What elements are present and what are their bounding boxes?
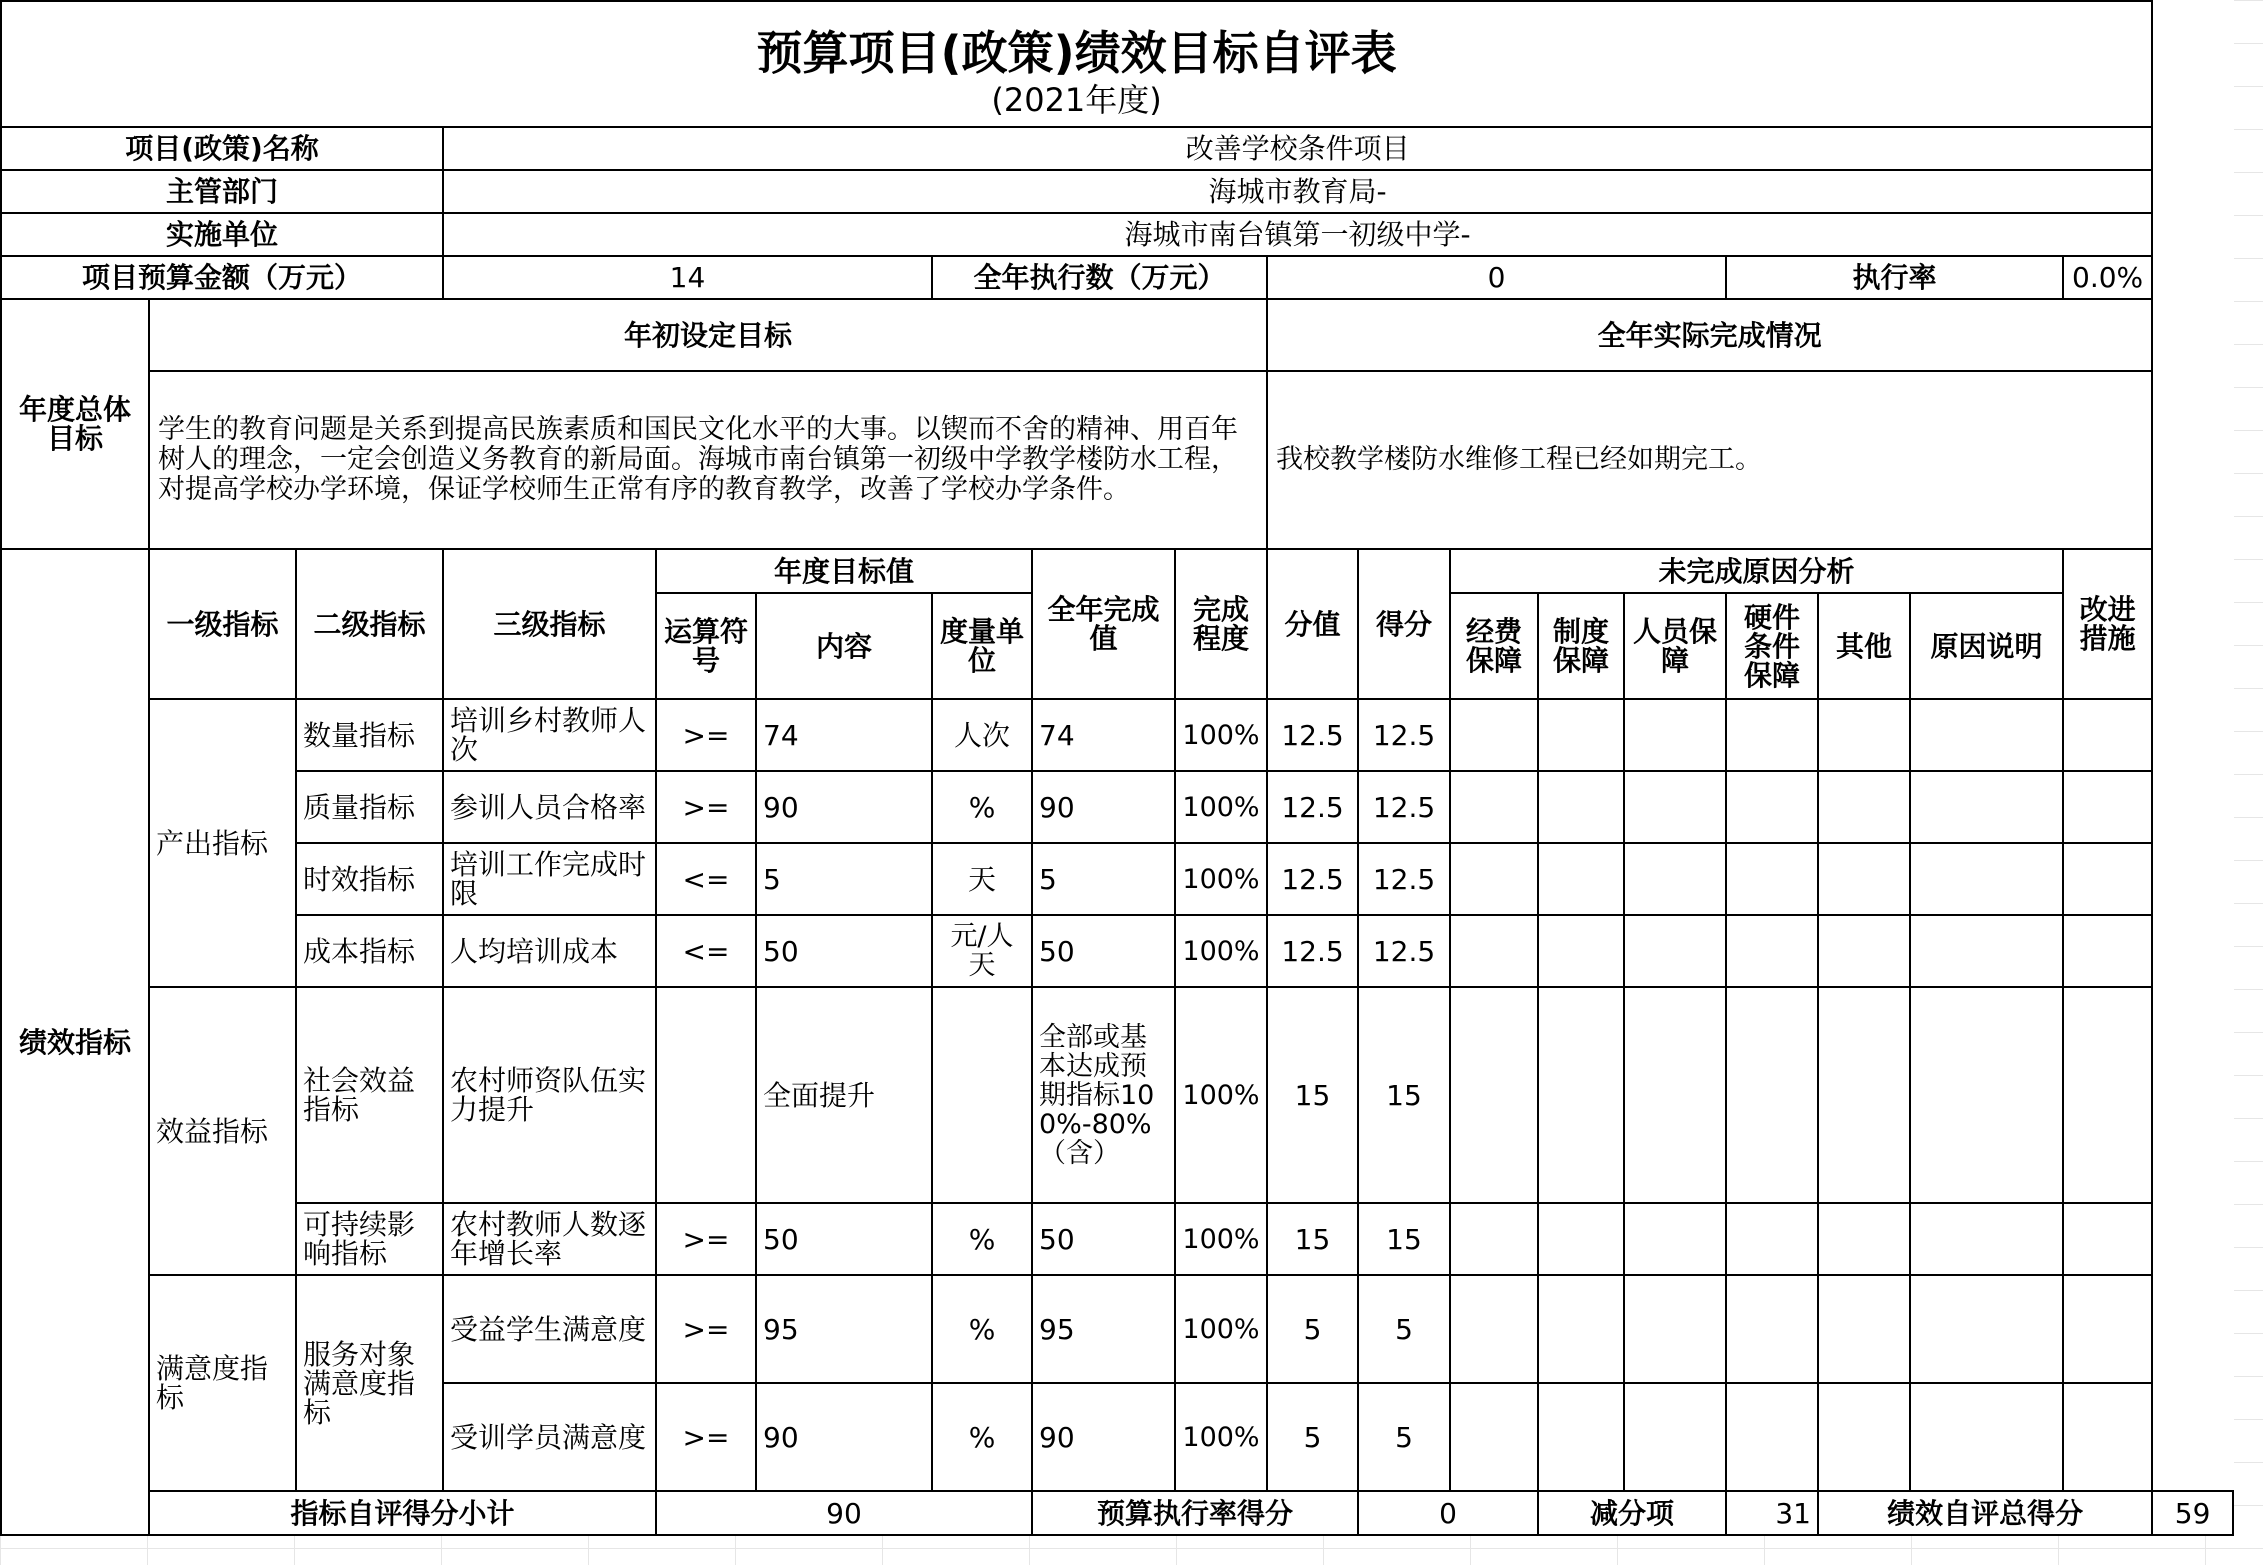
- actual-status-header: 全年实际完成情况: [1267, 299, 2152, 371]
- empty-cell: [1450, 987, 1538, 1203]
- annual-goal-label: 年度总体目标: [1, 299, 149, 549]
- degree-cell: 100%: [1175, 1203, 1267, 1275]
- degree-cell: 100%: [1175, 915, 1267, 987]
- table-row: [1, 1203, 2233, 1275]
- level3-header: 三级指标: [443, 549, 656, 699]
- unit-cell: 天: [932, 843, 1032, 915]
- degree-header: 完成程度: [1175, 549, 1267, 699]
- empty-cell: [1624, 771, 1726, 843]
- op-cell: <=: [656, 915, 756, 987]
- unit-cell: %: [932, 1275, 1032, 1383]
- empty-cell: [1450, 915, 1538, 987]
- rate-value: 0.0%: [2063, 256, 2152, 299]
- level2-cell: 社会效益指标: [296, 987, 443, 1203]
- level3-cell: 农村教师人数逐年增长率: [443, 1203, 656, 1275]
- empty-cell: [2063, 1203, 2152, 1275]
- empty-cell: [1910, 843, 2063, 915]
- empty-cell: [1538, 771, 1624, 843]
- got-cell: 12.5: [1358, 771, 1450, 843]
- level2-cell: 成本指标: [296, 915, 443, 987]
- content-cell: 74: [756, 699, 932, 771]
- empty-cell: [1818, 915, 1910, 987]
- empty-cell: [1818, 843, 1910, 915]
- got-header: 得分: [1358, 549, 1450, 699]
- empty-cell: [1450, 1203, 1538, 1275]
- exec-value: 0: [1267, 256, 1726, 299]
- total-label: 绩效自评总得分: [1818, 1491, 2152, 1535]
- level3-cell: 农村师资队伍实力提升: [443, 987, 656, 1203]
- empty-cell: [2063, 843, 2152, 915]
- deduct-value: 31: [1726, 1491, 1818, 1535]
- actual-cell: 90: [1032, 1383, 1175, 1491]
- degree-cell: 100%: [1175, 987, 1267, 1203]
- empty-cell: [2063, 1383, 2152, 1491]
- got-cell: 12.5: [1358, 699, 1450, 771]
- level2-header: 二级指标: [296, 549, 443, 699]
- score-header: 分值: [1267, 549, 1358, 699]
- actual-cell: 50: [1032, 1203, 1175, 1275]
- content-cell: 50: [756, 1203, 932, 1275]
- empty-cell: [1450, 699, 1538, 771]
- unit-cell: 人次: [932, 699, 1032, 771]
- budget-value: 14: [443, 256, 932, 299]
- level3-cell: 受训学员满意度: [443, 1383, 656, 1491]
- level1-header: 一级指标: [149, 549, 296, 699]
- degree-cell: 100%: [1175, 771, 1267, 843]
- footer-row: [1, 1491, 2233, 1535]
- empty-cell: [2063, 1275, 2152, 1383]
- empty-cell: [1910, 771, 2063, 843]
- empty-cell: [2063, 699, 2152, 771]
- empty-cell: [1538, 915, 1624, 987]
- empty-cell: [1818, 1275, 1910, 1383]
- empty-cell: [1910, 987, 2063, 1203]
- budget-score-label: 预算执行率得分: [1032, 1491, 1358, 1535]
- level3-cell: 参训人员合格率: [443, 771, 656, 843]
- empty-cell: [1726, 1383, 1818, 1491]
- actual-cell: 95: [1032, 1275, 1175, 1383]
- empty-cell: [1624, 1203, 1726, 1275]
- exec-label: 全年执行数（万元）: [932, 256, 1267, 299]
- level3-cell: 人均培训成本: [443, 915, 656, 987]
- title-block: [1, 1, 2152, 127]
- level2-cell: 质量指标: [296, 771, 443, 843]
- level3-cell: 培训乡村教师人次: [443, 699, 656, 771]
- level2-cell: 时效指标: [296, 843, 443, 915]
- unit-cell: 元/人天: [932, 915, 1032, 987]
- content-header: 内容: [756, 593, 932, 699]
- score-cell: 12.5: [1267, 699, 1358, 771]
- project-name-value: 改善学校条件项目: [443, 127, 2152, 170]
- reason-funding-header: 经费保障: [1450, 593, 1538, 699]
- level2-cell: 可持续影响指标: [296, 1203, 443, 1275]
- op-cell: >=: [656, 1383, 756, 1491]
- empty-cell: [1624, 699, 1726, 771]
- reason-system-header: 制度保障: [1538, 593, 1624, 699]
- content-cell: 50: [756, 915, 932, 987]
- project-name-label: 项目(政策)名称: [1, 127, 443, 170]
- initial-goal-text: 学生的教育问题是关系到提高民族素质和国民文化水平的大事。以锲而不舍的精神、用百年树人的理念，一定会创造义务教育的新局面。海城市南台镇第一初级中学教学楼防水工程，对提高学校办学环境，保证学校师生正常有序的教育教学，改善了学校办学条件。: [149, 371, 1267, 549]
- empty-cell: [1726, 699, 1818, 771]
- empty-cell: [1726, 843, 1818, 915]
- op-header: 运算符号: [656, 593, 756, 699]
- empty-cell: [1910, 1383, 2063, 1491]
- unit-cell: %: [932, 1203, 1032, 1275]
- score-cell: 12.5: [1267, 915, 1358, 987]
- unit-header: 度量单位: [932, 593, 1032, 699]
- level2-cell: 数量指标: [296, 699, 443, 771]
- got-cell: 12.5: [1358, 843, 1450, 915]
- budget-label: 项目预算金额（万元）: [1, 256, 443, 299]
- perf-label: 绩效指标: [1, 549, 149, 1535]
- subtotal-label: 指标自评得分小计: [149, 1491, 656, 1535]
- table-row: [1, 987, 2233, 1203]
- empty-cell: [1818, 771, 1910, 843]
- empty-cell: [1538, 1203, 1624, 1275]
- unit-cell: %: [932, 1383, 1032, 1491]
- empty-cell: [2063, 771, 2152, 843]
- content-cell: 90: [756, 771, 932, 843]
- actual-status-text: 我校教学楼防水维修工程已经如期完工。: [1267, 371, 2152, 549]
- group-benefit: 效益指标: [149, 987, 296, 1275]
- empty-cell: [1538, 987, 1624, 1203]
- unit-cell: [932, 987, 1032, 1203]
- reason-staff-header: 人员保障: [1624, 593, 1726, 699]
- unit-cell: %: [932, 771, 1032, 843]
- op-cell: [656, 987, 756, 1203]
- empty-cell: [1818, 1203, 1910, 1275]
- empty-cell: [1910, 699, 2063, 771]
- empty-cell: [1726, 771, 1818, 843]
- empty-cell: [1450, 1275, 1538, 1383]
- empty-cell: [1538, 1383, 1624, 1491]
- empty-cell: [2063, 987, 2152, 1203]
- empty-cell: [1818, 1383, 1910, 1491]
- actual-header: 全年完成值: [1032, 549, 1175, 699]
- empty-cell: [1910, 1275, 2063, 1383]
- year-label: (2021年度): [991, 81, 1162, 119]
- content-cell: 全面提升: [756, 987, 932, 1203]
- subtotal-value: 90: [656, 1491, 1032, 1535]
- empty-cell: [1624, 987, 1726, 1203]
- group-satisfaction: 满意度指标: [149, 1275, 296, 1491]
- unit-label: 实施单位: [1, 213, 443, 256]
- empty-cell: [1624, 915, 1726, 987]
- empty-cell: [1726, 1275, 1818, 1383]
- empty-cell: [1450, 843, 1538, 915]
- dept-value: 海城市教育局-: [443, 170, 2152, 213]
- level3-cell: 受益学生满意度: [443, 1275, 656, 1383]
- table-row: [1, 771, 2233, 843]
- score-cell: 15: [1267, 987, 1358, 1203]
- level3-cell: 培训工作完成时限: [443, 843, 656, 915]
- got-cell: 15: [1358, 1203, 1450, 1275]
- empty-cell: [1910, 915, 2063, 987]
- improve-header: 改进措施: [2063, 549, 2152, 699]
- actual-cell: 90: [1032, 771, 1175, 843]
- page-title: 预算项目(政策)绩效目标自评表: [756, 26, 1397, 80]
- table-row: [1, 915, 2233, 987]
- degree-cell: 100%: [1175, 1275, 1267, 1383]
- reasons-header: 未完成原因分析: [1450, 549, 2063, 593]
- op-cell: >=: [656, 1203, 756, 1275]
- level2-cell: 服务对象满意度指标: [296, 1275, 443, 1491]
- degree-cell: 100%: [1175, 699, 1267, 771]
- op-cell: >=: [656, 1275, 756, 1383]
- got-cell: 5: [1358, 1275, 1450, 1383]
- empty-cell: [1624, 1275, 1726, 1383]
- got-cell: 5: [1358, 1383, 1450, 1491]
- actual-cell: 74: [1032, 699, 1175, 771]
- content-cell: 5: [756, 843, 932, 915]
- empty-cell: [1624, 843, 1726, 915]
- got-cell: 15: [1358, 987, 1450, 1203]
- got-cell: 12.5: [1358, 915, 1450, 987]
- table-row: [1, 699, 2233, 771]
- content-cell: 95: [756, 1275, 932, 1383]
- score-cell: 5: [1267, 1275, 1358, 1383]
- actual-cell: 5: [1032, 843, 1175, 915]
- target-header: 年度目标值: [656, 549, 1032, 593]
- initial-goal-header: 年初设定目标: [149, 299, 1267, 371]
- empty-cell: [1450, 771, 1538, 843]
- score-cell: 12.5: [1267, 771, 1358, 843]
- reason-other-header: 其他: [1818, 593, 1910, 699]
- empty-cell: [1726, 915, 1818, 987]
- empty-cell: [1450, 1383, 1538, 1491]
- budget-score-value: 0: [1358, 1491, 1538, 1535]
- score-cell: 5: [1267, 1383, 1358, 1491]
- empty-cell: [1726, 987, 1818, 1203]
- empty-cell: [1818, 987, 1910, 1203]
- total-value: 59: [2152, 1491, 2233, 1535]
- deduct-label: 减分项: [1538, 1491, 1726, 1535]
- reason-note-header: 原因说明: [1910, 593, 2063, 699]
- op-cell: <=: [656, 843, 756, 915]
- rate-label: 执行率: [1726, 256, 2063, 299]
- unit-value: 海城市南台镇第一初级中学-: [443, 213, 2152, 256]
- empty-cell: [1726, 1203, 1818, 1275]
- empty-cell: [1538, 1275, 1624, 1383]
- score-cell: 12.5: [1267, 843, 1358, 915]
- actual-cell: 全部或基本达成预期指标100%-80%（含）: [1032, 987, 1175, 1203]
- empty-cell: [1818, 699, 1910, 771]
- actual-cell: 50: [1032, 915, 1175, 987]
- score-cell: 15: [1267, 1203, 1358, 1275]
- degree-cell: 100%: [1175, 1383, 1267, 1491]
- dept-label: 主管部门: [1, 170, 443, 213]
- content-cell: 90: [756, 1383, 932, 1491]
- table-row: [1, 843, 2233, 915]
- reason-hardware-header: 硬件条件保障: [1726, 593, 1818, 699]
- empty-cell: [2063, 915, 2152, 987]
- op-cell: >=: [656, 699, 756, 771]
- op-cell: >=: [656, 771, 756, 843]
- empty-cell: [1538, 843, 1624, 915]
- group-output: 产出指标: [149, 699, 296, 987]
- empty-cell: [1538, 699, 1624, 771]
- empty-cell: [1624, 1383, 1726, 1491]
- table-row: [1, 1275, 2233, 1383]
- empty-cell: [1910, 1203, 2063, 1275]
- degree-cell: 100%: [1175, 843, 1267, 915]
